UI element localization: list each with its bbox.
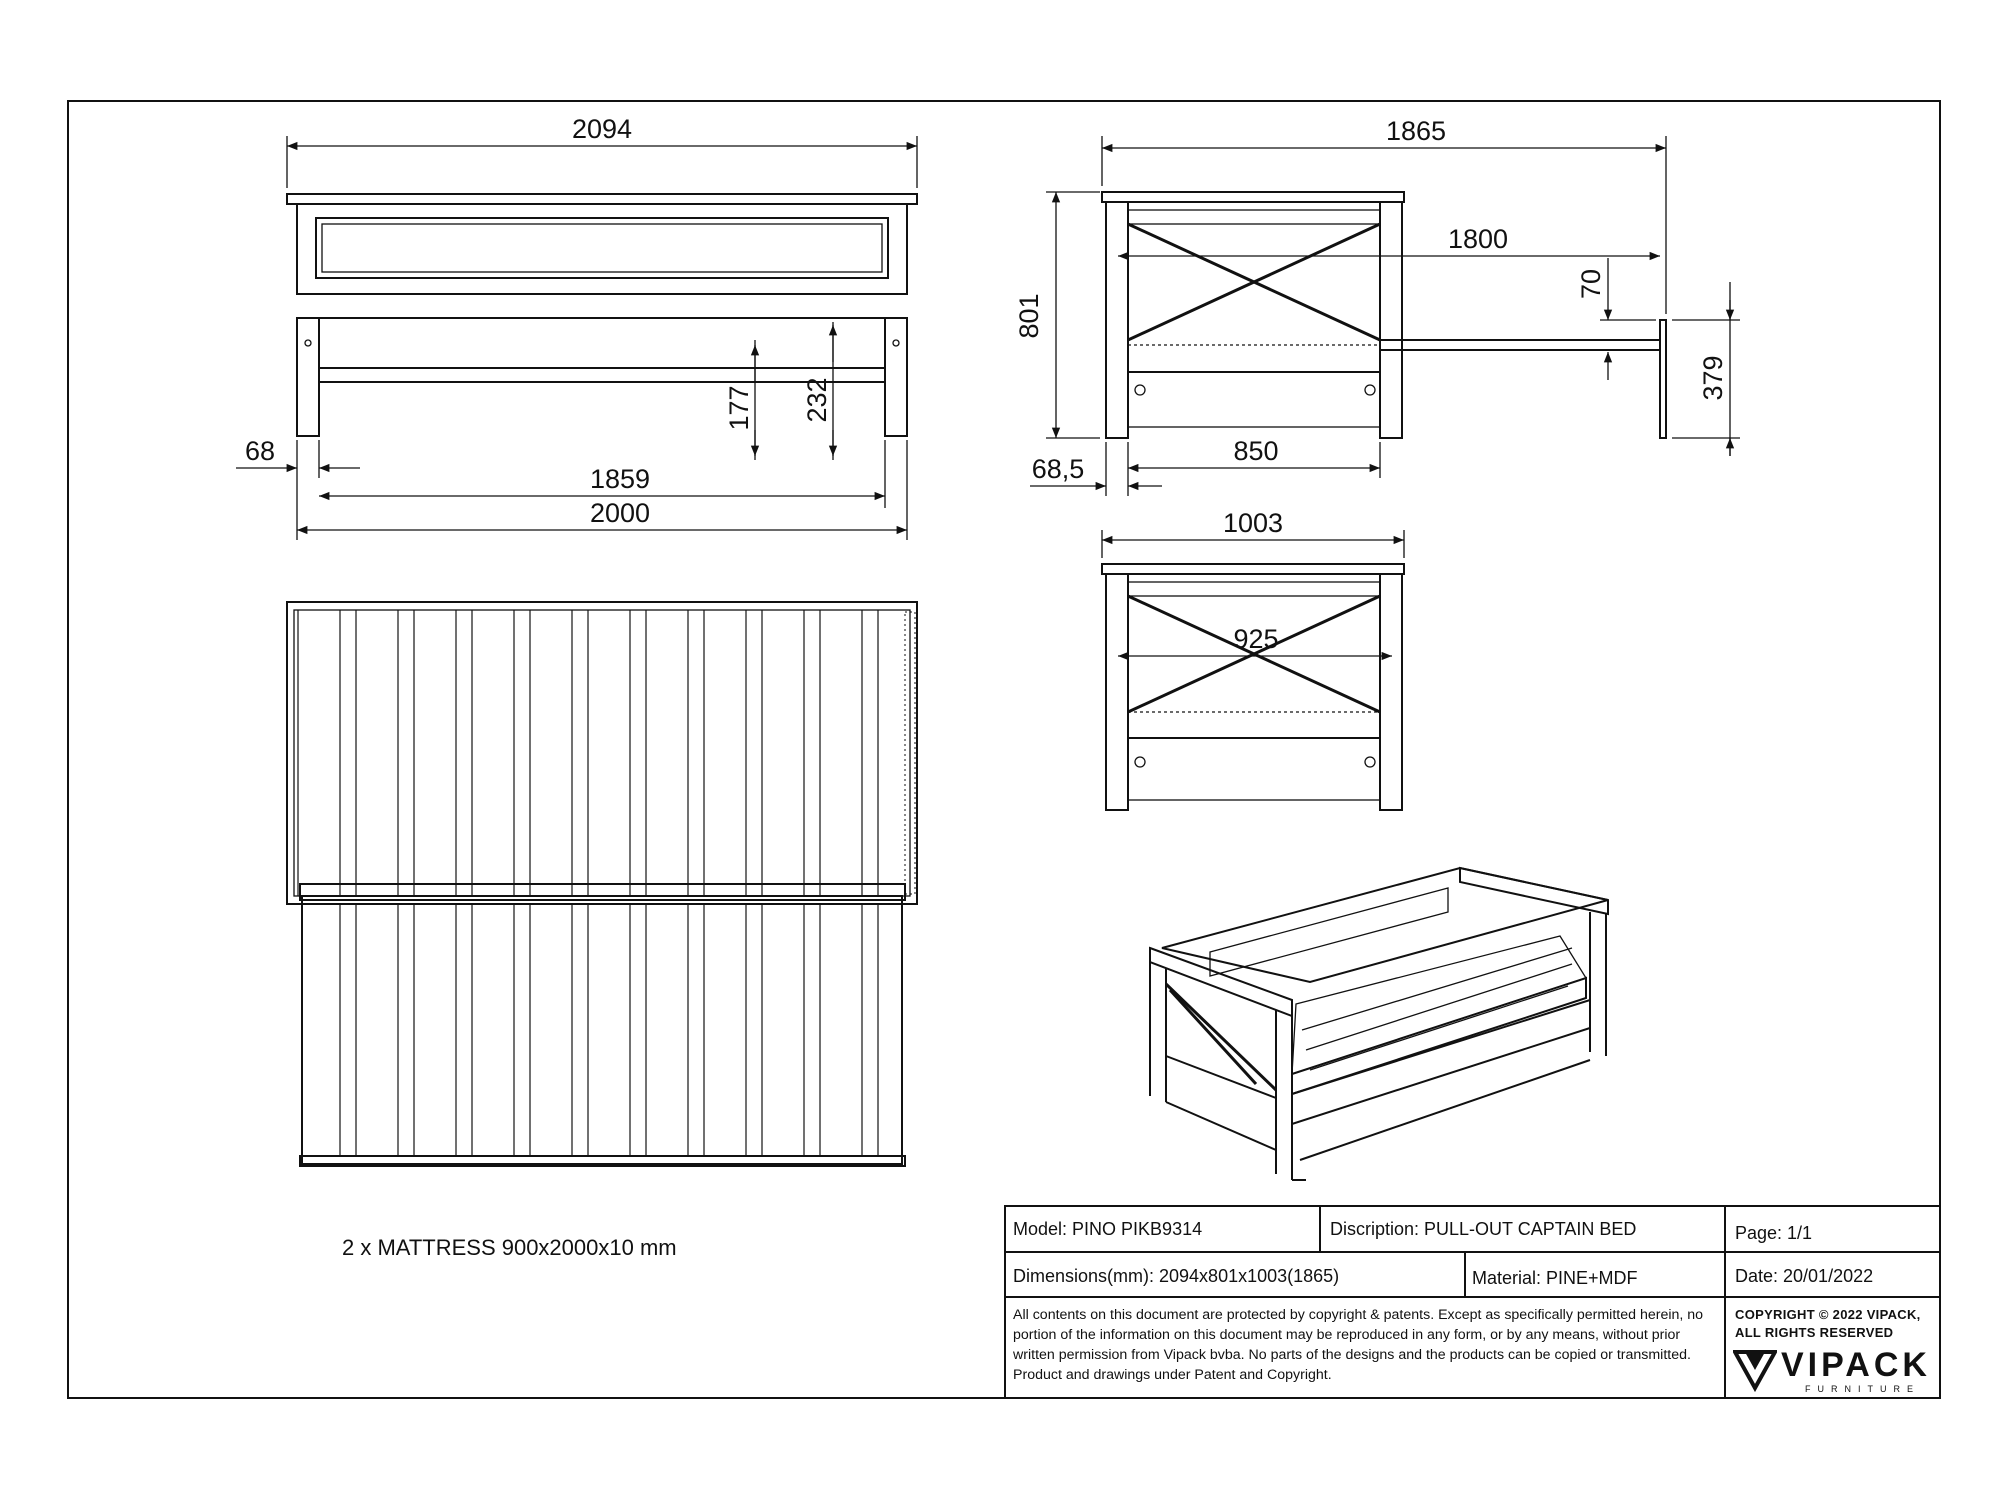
mattress-note: 2 x MATTRESS 900x2000x10 mm	[342, 1235, 677, 1260]
title-material: Material: PINE+MDF	[1472, 1268, 1638, 1288]
dim-side-extension: 1800	[1447, 224, 1509, 254]
dim-front-rail-177: 177	[724, 385, 754, 431]
copyright-line-1: COPYRIGHT © 2022 VIPACK,	[1735, 1307, 1921, 1322]
vipack-logo-icon	[1733, 1348, 1777, 1392]
title-description: Discription: PULL-OUT CAPTAIN BED	[1330, 1219, 1637, 1239]
front-view	[236, 114, 917, 540]
dim-front-leg: 68	[244, 436, 276, 466]
dim-side-trundle-height: 379	[1698, 355, 1728, 401]
copyright-line-2: ALL RIGHTS RESERVED	[1735, 1325, 1894, 1340]
dim-side-height: 801	[1014, 293, 1044, 339]
dim-side-gap: 70	[1576, 268, 1606, 300]
dim-side-inner: 850	[1233, 436, 1279, 466]
brand-subtitle: FURNITURE	[1805, 1384, 1920, 1394]
dim-side-total: 1865	[1385, 116, 1447, 146]
title-date: Date: 20/01/2022	[1735, 1266, 1874, 1286]
side-view	[1014, 116, 1740, 496]
dim-side-leg: 68,5	[1031, 454, 1085, 484]
title-model: Model: PINO PIKB9314	[1013, 1219, 1203, 1239]
dim-front-length: 2000	[589, 498, 651, 528]
top-view	[287, 602, 917, 1166]
title-legal-text: All contents on this document are protected by copyright & patents. Except as specifically permitted herein, no portion of the information on this document may be reproduced in any form, or by any means, without prior written permission from Vipack bvba. No parts of the designs and the products can be copied or transmitted. Product and drawings under Patent and Copyright.	[1013, 1307, 1704, 1383]
dim-end-total: 1003	[1222, 508, 1284, 538]
end-view	[1102, 508, 1404, 810]
dim-end-inner: 925	[1233, 624, 1279, 654]
title-page: Page: 1/1	[1735, 1223, 1813, 1243]
dim-front-total-width: 2094	[571, 114, 633, 144]
title-block	[1005, 1206, 1940, 1398]
title-dimensions: Dimensions(mm): 2094x801x1003(1865)	[1013, 1266, 1340, 1286]
dim-front-rail-232: 232	[802, 377, 832, 423]
isometric-view	[1150, 868, 1608, 1180]
brand-name: VIPACK	[1781, 1346, 1931, 1384]
dim-front-inner: 1859	[589, 464, 651, 494]
